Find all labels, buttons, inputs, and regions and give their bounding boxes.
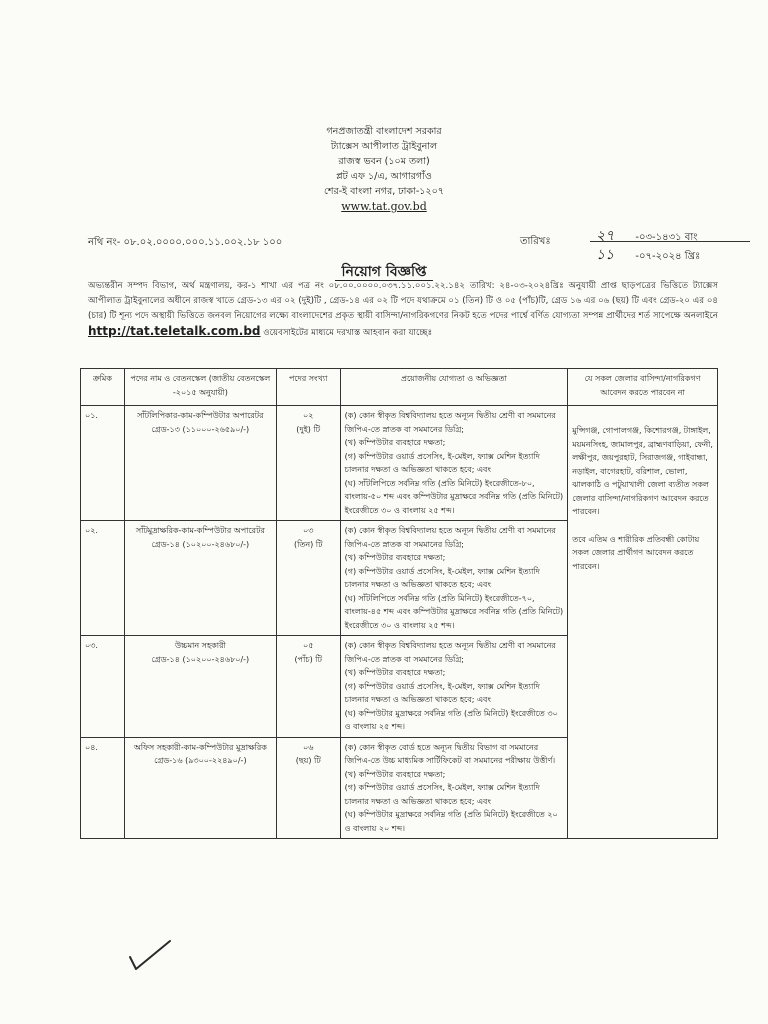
qualification-item: (খ) কম্পিউটার ব্যবহারে দক্ষতা; bbox=[344, 553, 446, 562]
checkmark-icon bbox=[120, 935, 180, 975]
serial-cell: ০২. bbox=[81, 521, 125, 636]
letterhead-line: রাজস্ব ভবন (১০ম তলা) bbox=[338, 156, 430, 167]
serial-cell: ০১. bbox=[81, 406, 125, 521]
website-link[interactable]: www.tat.gov.bd bbox=[341, 200, 427, 213]
post-count-words: (পাঁচ) টি bbox=[294, 654, 322, 664]
qualification-item: (ক) কোন স্বীকৃত বিশ্ববিদ্যালয় হতে অন্যূন দ্বিতীয় শ্রেণী বা সমমানের জিপিএ-তে স্নাতক বা সমমানের ডিগ্রি; bbox=[344, 526, 556, 549]
letterhead bbox=[0, 124, 768, 214]
post-count-words: (তিন) টি bbox=[293, 539, 323, 549]
memo-number: নথি নং- ০৮.০২.০০০০.০০০.১১.০০২.১৮ ১০০ bbox=[88, 237, 283, 248]
qualification-item: (ক) কোন স্বীকৃত বোর্ড হতে অন্যূন দ্বিতীয় বিভাগ বা সমমানের জিপিএ-তে উচ্চ মাধ্যমিক সার্টিফিকেট বা সমমানের পরীক্ষায় উত্তীর্ণ। bbox=[344, 742, 556, 765]
count-cell bbox=[276, 636, 340, 738]
vacancy-table bbox=[80, 368, 718, 839]
serial-cell: ০৩. bbox=[81, 636, 125, 738]
post-grade: গ্রেড-১৬ (৯৩০০-২২৪৯০/-) bbox=[154, 756, 247, 765]
district-cell bbox=[568, 406, 718, 839]
header-qualification: প্রয়োজনীয় যোগ্যতা ও অভিজ্ঞতা bbox=[340, 369, 568, 406]
post-count: ০৩ bbox=[303, 526, 314, 535]
notice-title: নিয়োগ বিজ্ঞপ্তি bbox=[0, 260, 768, 284]
letterhead-line: গনপ্রজাতন্ত্রী বাংলাদেশ সরকার bbox=[326, 126, 442, 137]
body-text: অভ্যন্তরীন সম্পদ বিভাগ, অর্থ মন্ত্রণালয়, কর-১ শাখা এর পত্র নং ০৮.০০.০০০০.০৩৭.১১.০০১.২২.১৪২ তারিখ: ২৪-০৩-২০২৪খ্রিঃ অনুযায়ী প্রাপ্ত ছাড়পত্রের ভিত্তিতে ট্যাক্সেস আপীলাত ট্রাইবুনালের অধীনে রাজস্ব খাতে গ্রেড-১৩ এর ০২ (দুই)টি , গ্রেড-১৪ এর ০২ টি পদে যথাক্রমে ০১ (তিন) টি ও ০৫ (পাঁচ)টি, গ্রেড ১৬ এর ০৬ (ছয়) টি এবং গ্রেড-২০ এর ০৪ (চার) টি শূন্য পদে অস্থায়ী ভিত্তিতে জনবল নিয়োগের লক্ষ্যে বাংলাদেশের প্রকৃত স্থায়ী বাসিন্দা/নাগরিকগণের নিকট হতে পদের পার্শ্বে বর্ণিত যোগ্যতা সম্পন্ন প্রার্থীদের শর্ত সাপেক্ষে অনলাইনে bbox=[88, 281, 718, 321]
count-cell bbox=[276, 737, 340, 839]
body-tail: ওয়েবসাইটের মাধ্যমে দরখাস্ত আহবান করা যাচ্ছেঃ bbox=[263, 328, 433, 338]
letterhead-line: প্লট এফ ১/এ, আগারগাঁও bbox=[336, 171, 432, 182]
post-cell bbox=[124, 737, 276, 839]
qualification-item: (খ) কম্পিউটার ব্যবহারে দক্ষতা; bbox=[344, 438, 446, 447]
qualification-cell bbox=[340, 406, 568, 521]
date-english-suffix: -০৭-২০২৪ খ্রিঃ bbox=[635, 251, 701, 262]
letterhead-line: ট্যাক্সেস আপীলাত ট্রাইবুনাল bbox=[330, 141, 438, 152]
qualification-item: (ক) কোন স্বীকৃত বিশ্ববিদ্যালয় হতে অন্যূন দ্বিতীয় শ্রেণী বা সমমানের জিপিএ-তে স্নাতক বা সমমানের ডিগ্রি; bbox=[344, 641, 556, 664]
qualification-item: (খ) কম্পিউটার ব্যবহারে দক্ষতা; bbox=[344, 769, 446, 779]
qualification-item: (গ) কম্পিউটার ওয়ার্ড প্রসেসিং, ই-মেইল, ফ্যাক্স মেশিন ইত্যাদি চালনার দক্ষতা ও অভিজ্ঞতা থাকতে হবে; এবং bbox=[344, 451, 540, 474]
qualification-item: (ঘ) কম্পিউটার মুদ্রাক্ষরে সর্বনিম্ন গতি (প্রতি মিনিটে) ইংরেজীতে ২০ ও বাংলায় ২০ শব্দ। bbox=[344, 810, 558, 833]
count-cell bbox=[276, 521, 340, 636]
handwritten-day-bangla: ২৭ bbox=[596, 228, 615, 244]
header-count: পদের সংখ্যা bbox=[276, 369, 340, 406]
post-grade: গ্রেড-১৩ (১১০০০-২৬৫৯০/-) bbox=[151, 424, 250, 434]
qualification-item: (গ) কম্পিউটার ওয়ার্ড প্রসেসিং, ই-মেইল, ফ্যাক্স মেশিন ইত্যাদি চালনার দক্ষতা ও অভিজ্ঞতা থাকতে হবে; এবং bbox=[344, 566, 540, 589]
qualification-cell bbox=[340, 521, 568, 636]
district-note: তবে এতিম ও শারীরিক প্রতিবন্ধী কোটায় সকল জেলার প্রার্থীগণ আবেদন করতে পারবেন। bbox=[572, 534, 700, 571]
post-name: সাঁটমুদ্রাক্ষরিক-কাম-কম্পিউটার অপারেটর bbox=[135, 526, 265, 535]
post-grade: গ্রেড-১৪ (১০২০০-২৪৬৮০/-) bbox=[151, 654, 250, 664]
qualification-item: (ক) কোন স্বীকৃত বিশ্ববিদ্যালয় হতে অন্যূন দ্বিতীয় শ্রেণী বা সমমানের জিপিএ-তে স্নাতক বা সমমানের ডিগ্রি; bbox=[344, 411, 556, 434]
qualification-item: (গ) কম্পিউটার ওয়ার্ড প্রসেসিং, ই-মেইল, ফ্যাক্স মেশিন ইত্যাদি চালনার দক্ষতা ও অভিজ্ঞতা থাকতে হবে; এবং bbox=[344, 783, 540, 806]
date-bangla-suffix: -০৩-১৪৩১ বাং bbox=[635, 232, 698, 243]
qualification-item: (ঘ) সাঁটলিপিতে সর্বনিম্ন গতি (প্রতি মিনিটে) ইংরেজীতে-৮০, বাংলায়-৫০ শব্দ এবং কম্পিউটার মুদ্রাক্ষরে সর্বনিম্ন গতি (প্রতি মিনিটে) ইংরেজীতে ৩০ ও বাংলায় ২৫ শব্দ। bbox=[344, 478, 564, 515]
date-label: তারিখঃ bbox=[520, 236, 551, 247]
post-count: ০২ bbox=[303, 411, 314, 420]
district-text: মুন্সিগঞ্জ, গোপালগঞ্জ, কিশোরগঞ্জ, টাঙ্গাইল, ময়মনসিংহ, জামালপুর, ব্রাহ্মণবাড়িয়া, ফেনী, লক্ষীপুর, জয়পুরহাট, সিরাজগঞ্জ, গাইবান্ধা, নড়াইল, বাগেরহাট, বরিশাল, ভোলা, ঝালকাঠি ও পটুয়াখালী জেলা ব্যতীত সকল জেলার বাসিন্দা/নাগরিকগণ আবেদন করতে পারবেন। bbox=[572, 426, 713, 516]
post-count-words: (দুই) টি bbox=[296, 424, 321, 434]
qualification-item: (ঘ) কম্পিউটার মুদ্রাক্ষরে সর্বনিম্ন গতি (প্রতি মিনিটে) ইংরেজীতে ৩০ ও বাংলায় ২৫ শব্দ। bbox=[344, 708, 558, 731]
header-district: যে সকল জেলার বাসিন্দা/নাগরিকগণ আবেদন করতে পারবেন না bbox=[568, 369, 718, 406]
post-grade: গ্রেড-১৪ (১০২০০-২৪৬৮০/-) bbox=[151, 539, 250, 549]
post-count-words: (ছয়) টি bbox=[295, 756, 321, 765]
qualification-cell bbox=[340, 737, 568, 839]
post-cell bbox=[124, 406, 276, 521]
post-name: উচ্চমান সহকারী bbox=[174, 641, 226, 650]
letterhead-line: শের-ই বাংলা নগর, ঢাকা-১২০৭ bbox=[324, 186, 444, 197]
post-cell bbox=[124, 521, 276, 636]
header-serial: ক্রমিক bbox=[81, 369, 125, 406]
post-count: ০৬ bbox=[303, 742, 314, 752]
serial-cell: ০৪. bbox=[81, 737, 125, 839]
count-cell bbox=[276, 406, 340, 521]
header-post: পদের নাম ও বেতনস্কেল (জাতীয় বেতনস্কেল -২০১৫ অনুযায়ী) bbox=[124, 369, 276, 406]
post-name: সাঁটলিপিকার-কাম-কম্পিউটার অপারেটর bbox=[137, 411, 264, 420]
teletalk-link[interactable]: http://tat.teletalk.com.bd bbox=[88, 324, 261, 338]
qualification-item: (ঘ) সাঁটলিপিতে সর্বনিম্ন গতি (প্রতি মিনিটে) ইংরেজীতে-৭০, বাংলায়-৪৫ শব্দ এবং কম্পিউটার মুদ্রাক্ষরে সর্বনিম্ন গতি (প্রতি মিনিটে) ইংরেজীতে ৩০ ও বাংলায় ২৫ শব্দ। bbox=[344, 593, 564, 630]
handwritten-day-english: ১১ bbox=[596, 247, 615, 263]
qualification-item: (গ) কম্পিউটার ওয়ার্ড প্রসেসিং, ই-মেইল, ফ্যাক্স মেশিন ইত্যাদি চালনার দক্ষতা ও অভিজ্ঞতা থাকতে হবে; এবং bbox=[344, 681, 540, 704]
post-cell bbox=[124, 636, 276, 738]
table-row bbox=[81, 406, 718, 521]
qualification-item: (খ) কম্পিউটার ব্যবহারে দক্ষতা; bbox=[344, 668, 446, 677]
qualification-cell bbox=[340, 636, 568, 738]
post-count: ০৫ bbox=[303, 641, 314, 650]
post-name: অফিস সহকারী-কাম-কম্পিউটার মুদ্রাক্ষরিক bbox=[133, 742, 267, 752]
notice-body bbox=[88, 279, 718, 341]
date-divider bbox=[590, 241, 750, 242]
